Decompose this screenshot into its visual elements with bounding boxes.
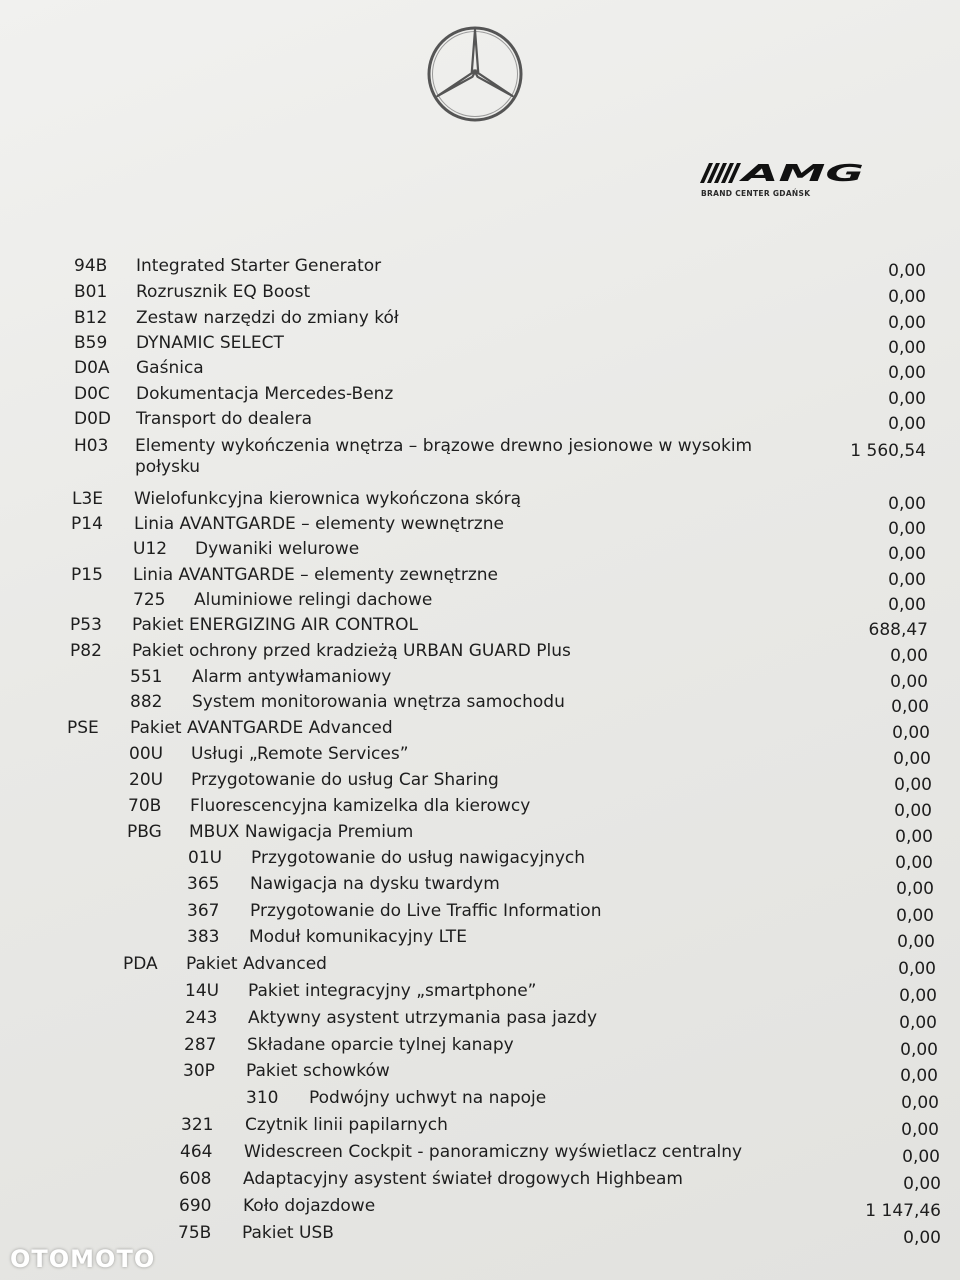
item-description: Dywaniki welurowe	[195, 539, 360, 559]
item-code: 30P	[183, 1061, 215, 1081]
item-code: 94B	[74, 256, 108, 276]
item-price: 1 560,54	[850, 441, 926, 461]
item-price: 0,00	[890, 672, 928, 692]
item-code: 608	[179, 1169, 212, 1189]
item-description: Nawigacja na dysku twardym	[250, 874, 500, 894]
dealer-caption: BRAND CENTER GDAŃSK	[701, 189, 811, 198]
item-description-continued: połysku	[135, 457, 201, 477]
item-code: 00U	[129, 744, 164, 764]
item-price: 0,00	[903, 1228, 941, 1248]
item-description: Pakiet ENERGIZING AIR CONTROL	[132, 615, 419, 635]
item-code: 464	[180, 1142, 213, 1162]
item-code: B01	[74, 282, 108, 302]
item-price: 0,00	[888, 261, 926, 281]
item-price: 0,00	[888, 570, 926, 590]
item-description: Gaśnica	[136, 358, 204, 378]
item-code: 14U	[185, 981, 220, 1001]
item-price: 0,00	[901, 1093, 939, 1113]
otomoto-watermark: OTOMOTO	[10, 1245, 156, 1273]
item-price: 0,00	[890, 646, 928, 666]
item-description: Linia AVANTGARDE – elementy zewnętrzne	[133, 565, 498, 585]
item-code: B59	[74, 333, 108, 353]
item-description: Aluminiowe relingi dachowe	[194, 590, 433, 610]
item-description: Widescreen Cockpit - panoramiczny wyświetlacz centralny	[244, 1142, 743, 1162]
item-description: Czytnik linii papilarnych	[245, 1115, 448, 1135]
item-code: U12	[133, 539, 168, 559]
item-code: PSE	[67, 718, 99, 738]
item-description: Zestaw narzędzi do zmiany kół	[136, 308, 399, 328]
item-code: 287	[184, 1035, 217, 1055]
item-price: 0,00	[896, 879, 934, 899]
item-code: PDA	[123, 954, 158, 974]
item-code: P53	[70, 615, 102, 635]
item-price: 0,00	[903, 1174, 941, 1194]
item-description: Pakiet AVANTGARDE Advanced	[130, 718, 393, 738]
amg-logo-icon	[700, 163, 866, 183]
item-description: Pakiet Advanced	[186, 954, 327, 974]
item-code: D0A	[74, 358, 110, 378]
svg-text:AMG: AMG	[737, 163, 864, 183]
item-price: 0,00	[888, 363, 926, 383]
item-price: 0,00	[888, 338, 926, 358]
item-description: System monitorowania wnętrza samochodu	[192, 692, 565, 712]
item-description: Pakiet ochrony przed kradzieżą URBAN GUARD Plus	[132, 641, 571, 661]
item-price: 0,00	[888, 519, 926, 539]
item-price: 0,00	[894, 801, 932, 821]
item-price: 0,00	[893, 749, 931, 769]
item-description: Dokumentacja Mercedes-Benz	[136, 384, 394, 404]
item-price: 0,00	[888, 287, 926, 307]
mercedes-star-icon	[425, 24, 525, 124]
item-description: DYNAMIC SELECT	[136, 333, 284, 353]
item-price: 0,00	[888, 313, 926, 333]
item-description: Przygotowanie do usług Car Sharing	[191, 770, 499, 790]
item-description: Linia AVANTGARDE – elementy wewnętrzne	[134, 514, 504, 534]
item-code: 20U	[129, 770, 164, 790]
item-code: 882	[130, 692, 163, 712]
item-price: 688,47	[868, 620, 928, 640]
item-price: 0,00	[888, 595, 926, 615]
item-code: 367	[187, 901, 220, 921]
item-code: D0C	[74, 384, 110, 404]
item-code: 75B	[178, 1223, 212, 1243]
item-code: PBG	[127, 822, 162, 842]
item-code: 01U	[188, 848, 223, 868]
item-code: 321	[181, 1115, 214, 1135]
item-description: Składane oparcie tylnej kanapy	[247, 1035, 514, 1055]
item-price: 0,00	[900, 1040, 938, 1060]
item-description: Pakiet schowków	[246, 1061, 390, 1081]
amg-brand-block	[700, 163, 870, 198]
item-code: D0D	[74, 409, 111, 429]
item-price: 0,00	[899, 1013, 937, 1033]
item-price: 0,00	[895, 853, 933, 873]
item-code: L3E	[72, 489, 104, 509]
item-code: 690	[179, 1196, 212, 1216]
item-description: Moduł komunikacyjny LTE	[249, 927, 467, 947]
item-code: 383	[187, 927, 220, 947]
item-code: 365	[187, 874, 220, 894]
item-price: 0,00	[888, 494, 926, 514]
item-description: Aktywny asystent utrzymania pasa jazdy	[248, 1008, 598, 1028]
item-description: Pakiet USB	[242, 1223, 334, 1243]
item-price: 0,00	[894, 775, 932, 795]
item-price: 0,00	[888, 414, 926, 434]
item-description: Rozrusznik EQ Boost	[136, 282, 311, 302]
item-price: 0,00	[897, 932, 935, 952]
item-code: 551	[130, 667, 163, 687]
item-code: 725	[133, 590, 166, 610]
item-description: Przygotowanie do Live Traffic Information	[250, 901, 602, 921]
item-price: 0,00	[888, 389, 926, 409]
item-description: MBUX Nawigacja Premium	[189, 822, 414, 842]
item-description: Koło dojazdowe	[243, 1196, 376, 1216]
item-price: 0,00	[892, 723, 930, 743]
item-description: Przygotowanie do usług nawigacyjnych	[251, 848, 586, 868]
item-code: P14	[71, 514, 103, 534]
item-description: Usługi „Remote Services”	[191, 744, 409, 764]
item-price: 0,00	[888, 544, 926, 564]
item-description: Elementy wykończenia wnętrza – brązowe drewno jesionowe w wysokim	[135, 436, 753, 456]
item-price: 0,00	[899, 986, 937, 1006]
item-description: Wielofunkcyjna kierownica wykończona skórą	[134, 489, 522, 509]
item-price: 0,00	[901, 1120, 939, 1140]
item-description: Podwójny uchwyt na napoje	[309, 1088, 547, 1108]
item-description: Integrated Starter Generator	[136, 256, 382, 276]
item-price: 0,00	[896, 906, 934, 926]
item-description: Pakiet integracyjny „smartphone”	[248, 981, 537, 1001]
item-code: 243	[185, 1008, 218, 1028]
item-price: 0,00	[895, 827, 933, 847]
item-price: 0,00	[902, 1147, 940, 1167]
item-code: 70B	[128, 796, 162, 816]
item-code: H03	[74, 436, 109, 456]
item-description: Adaptacyjny asystent świateł drogowych Highbeam	[243, 1169, 683, 1189]
item-code: P15	[71, 565, 103, 585]
item-price: 0,00	[898, 959, 936, 979]
item-code: 310	[246, 1088, 279, 1108]
item-price: 0,00	[900, 1066, 938, 1086]
item-price: 0,00	[891, 697, 929, 717]
item-code: B12	[74, 308, 108, 328]
item-code: P82	[70, 641, 102, 661]
item-description: Fluorescencyjna kamizelka dla kierowcy	[190, 796, 531, 816]
item-description: Alarm antywłamaniowy	[192, 667, 392, 687]
item-price: 1 147,46	[865, 1201, 941, 1221]
item-description: Transport do dealera	[136, 409, 313, 429]
